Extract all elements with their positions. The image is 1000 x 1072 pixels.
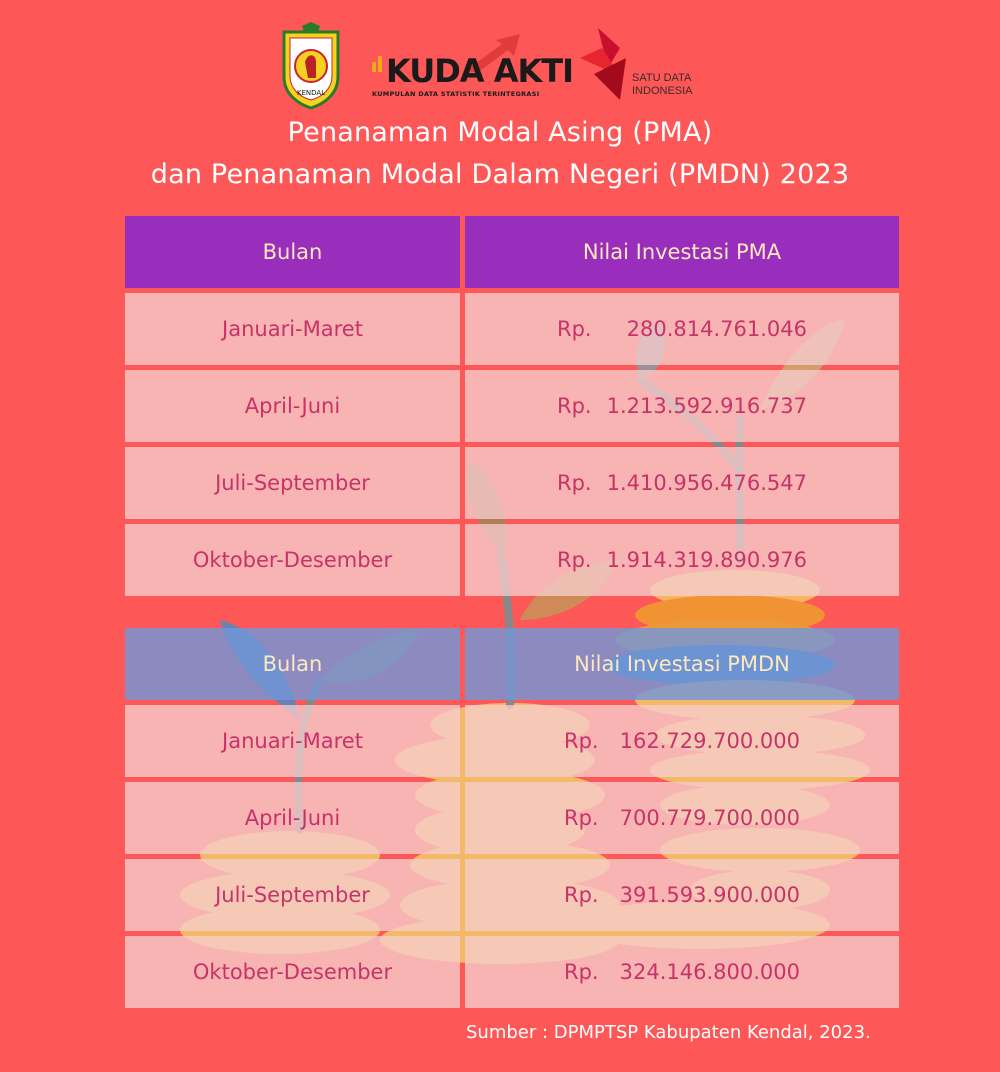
pma-period: Januari-Maret: [125, 293, 460, 365]
satu-data-name: SATU DATA INDONESIA: [632, 72, 693, 97]
pma-value-cell: [465, 447, 899, 519]
pma-row: [125, 370, 899, 442]
title-line-1: Penanaman Modal Asing (PMA): [287, 117, 713, 148]
pma-amount: 1.914.319.890.976: [606, 548, 807, 572]
kendal-caption: KENDAL: [296, 89, 326, 97]
kudaakti-logo: [372, 50, 573, 112]
pmdn-value-cell: [465, 859, 899, 931]
pmdn-period: Januari-Maret: [125, 705, 460, 777]
pmdn-value-cell: [465, 782, 899, 854]
pma-header-value: Nilai Investasi PMA: [465, 216, 899, 288]
pma-row: [125, 293, 899, 365]
pmdn-period: Oktober-Desember: [125, 936, 460, 1008]
kudaakti-tagline: KUMPULAN DATA STATISTIK TERINTEGRASI: [372, 90, 540, 98]
pma-value-cell: [465, 370, 899, 442]
pmdn-header-value: Nilai Investasi PMDN: [465, 628, 899, 700]
pmdn-amount: 700.779.700.000: [619, 806, 800, 830]
satu-data-logo: [580, 28, 710, 108]
pmdn-amount: 162.729.700.000: [619, 729, 800, 753]
pmdn-row: [125, 859, 899, 931]
kudaakti-name: KUDA AKTI: [386, 52, 573, 90]
pma-value-cell: [465, 524, 899, 596]
pmdn-row: [125, 705, 899, 777]
pma-value-cell: [465, 293, 899, 365]
currency: Rp.: [564, 806, 599, 830]
pmdn-amount: 391.593.900.000: [619, 883, 800, 907]
pmdn-value-cell: [465, 705, 899, 777]
pmdn-header-row: [125, 628, 899, 700]
pmdn-value-cell: [465, 936, 899, 1008]
currency: Rp.: [557, 317, 592, 341]
pmdn-period: Juli-September: [125, 859, 460, 931]
currency: Rp.: [557, 394, 592, 418]
currency: Rp.: [564, 883, 599, 907]
pma-row: [125, 524, 899, 596]
pma-row: [125, 447, 899, 519]
pma-amount: 1.213.592.916.737: [606, 394, 807, 418]
satu-data-mark-icon: [580, 28, 640, 100]
pmdn-period: April-Juni: [125, 782, 460, 854]
pma-period: Juli-September: [125, 447, 460, 519]
pmdn-row: [125, 936, 899, 1008]
source-note: Sumber : DPMPTSP Kabupaten Kendal, 2023.: [466, 1022, 871, 1043]
kendal-emblem-icon: [280, 22, 342, 110]
pma-header-row: [125, 216, 899, 288]
title-line-2: dan Penanaman Modal Dalam Negeri (PMDN) 2023: [150, 159, 850, 190]
currency: Rp.: [557, 548, 592, 572]
page-title: [0, 112, 1000, 196]
pmdn-header-month: Bulan: [125, 628, 460, 700]
pma-header-month: Bulan: [125, 216, 460, 288]
pma-amount: 280.814.761.046: [626, 317, 807, 341]
pmdn-row: [125, 782, 899, 854]
pma-period: Oktober-Desember: [125, 524, 460, 596]
logo-bar: [0, 22, 1000, 112]
pma-amount: 1.410.956.476.547: [606, 471, 807, 495]
pma-period: April-Juni: [125, 370, 460, 442]
currency: Rp.: [557, 471, 592, 495]
pmdn-amount: 324.146.800.000: [619, 960, 800, 984]
currency: Rp.: [564, 729, 599, 753]
currency: Rp.: [564, 960, 599, 984]
